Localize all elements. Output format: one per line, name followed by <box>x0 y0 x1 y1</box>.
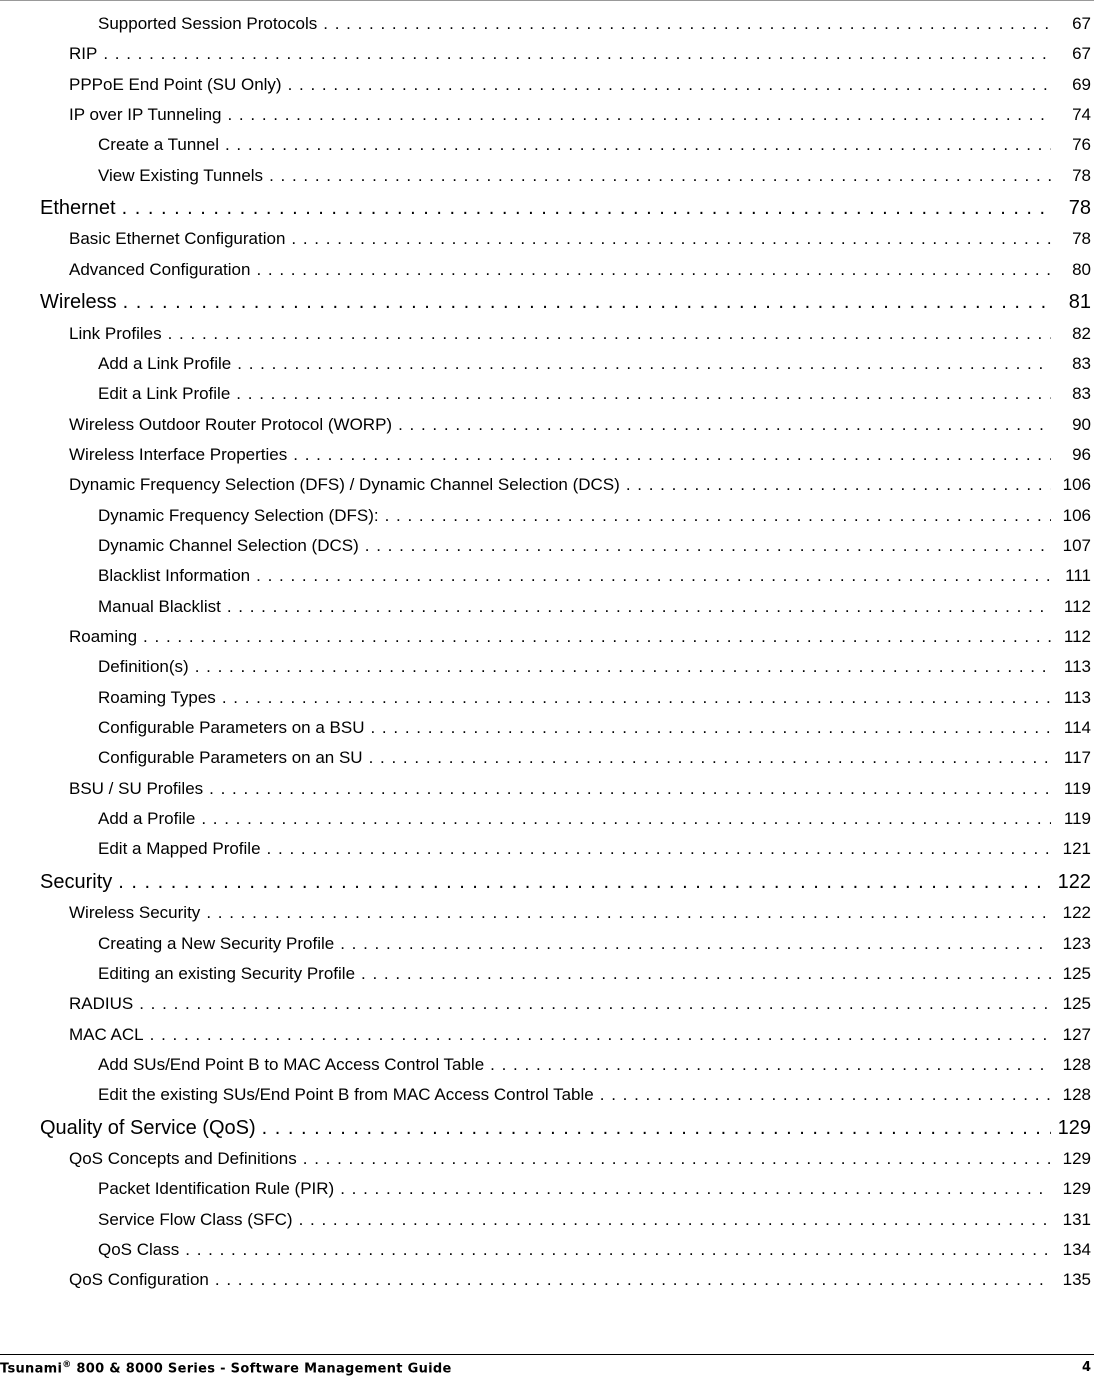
dot-leader <box>222 685 1051 711</box>
toc-entry[interactable] <box>98 961 1091 987</box>
footer-page-number: 4 <box>1081 1360 1091 1375</box>
dot-leader <box>600 1082 1051 1108</box>
dot-leader <box>150 1022 1051 1048</box>
dot-leader <box>103 41 1051 67</box>
toc-entry-title: RADIUS <box>69 994 134 1013</box>
toc-entry-page: 122 <box>1057 871 1091 893</box>
toc-entry-page: 123 <box>1062 934 1091 953</box>
toc-entry-title: Edit the existing SUs/End Point B from MAC Access Control Table <box>98 1085 594 1104</box>
toc-entry-title: Definition(s) <box>98 657 189 676</box>
dot-leader <box>291 226 1051 252</box>
toc-entry-title: Ethernet <box>40 197 116 219</box>
toc-entry-page: 80 <box>1072 260 1091 279</box>
toc-entry-page: 82 <box>1072 324 1091 343</box>
toc-entry-page: 107 <box>1062 536 1091 555</box>
toc-entry[interactable] <box>98 132 1091 158</box>
toc-entry[interactable] <box>69 321 1091 347</box>
dot-leader <box>299 1207 1051 1233</box>
toc-entry-title: Advanced Configuration <box>69 260 251 279</box>
dot-leader <box>201 806 1051 832</box>
toc-entry-page: 111 <box>1065 566 1091 585</box>
toc-entry[interactable] <box>98 715 1091 741</box>
toc-entry-page: 67 <box>1072 44 1091 63</box>
toc-entry-title: QoS Class <box>98 1240 180 1259</box>
toc-entry-title: Supported Session Protocols <box>98 14 318 33</box>
toc-entry-page: 83 <box>1072 384 1091 403</box>
dot-leader <box>256 257 1051 283</box>
toc-entry-title: Roaming <box>69 627 138 646</box>
dot-leader <box>267 836 1051 862</box>
toc-entry[interactable] <box>98 1082 1091 1108</box>
toc-entry-page: 96 <box>1072 445 1091 464</box>
toc-entry[interactable] <box>69 776 1091 802</box>
toc-entry-title: Quality of Service (QoS) <box>40 1117 256 1139</box>
toc-entry[interactable] <box>69 624 1091 650</box>
toc-entry[interactable] <box>69 41 1091 67</box>
dot-leader <box>227 594 1051 620</box>
dot-leader <box>303 1146 1051 1172</box>
toc-chapter[interactable] <box>40 195 1091 221</box>
dot-leader <box>123 289 1051 315</box>
toc-entry[interactable] <box>98 1207 1091 1233</box>
toc-entry-title: Creating a New Security Profile <box>98 934 335 953</box>
toc-entry-title: IP over IP Tunneling <box>69 105 222 124</box>
toc-entry-page: 128 <box>1062 1055 1091 1074</box>
toc-entry-page: 129 <box>1057 1117 1091 1139</box>
toc-entry-title: Dynamic Channel Selection (DCS) <box>98 536 359 555</box>
dot-leader <box>237 351 1051 377</box>
toc-entry-page: 78 <box>1072 166 1091 185</box>
toc-entry[interactable] <box>98 931 1091 957</box>
dot-leader <box>262 1115 1051 1141</box>
toc-entry-title: Configurable Parameters on an SU <box>98 748 363 767</box>
toc-entry-page: 90 <box>1072 415 1091 434</box>
toc-entry-page: 127 <box>1062 1025 1091 1044</box>
toc-entry-page: 135 <box>1062 1270 1091 1289</box>
toc-entry-page: 129 <box>1062 1149 1091 1168</box>
toc-entry-page: 119 <box>1063 809 1091 828</box>
toc-entry[interactable] <box>98 1237 1091 1263</box>
toc-entry[interactable] <box>98 1052 1091 1078</box>
dot-leader <box>256 563 1051 589</box>
dot-leader <box>225 132 1051 158</box>
dot-leader <box>195 654 1051 680</box>
toc-entry-title: Dynamic Frequency Selection (DFS) / Dynamic Channel Selection (DCS) <box>69 475 620 494</box>
dot-leader <box>118 869 1051 895</box>
dot-leader <box>626 472 1051 498</box>
toc-entry-page: 106 <box>1062 475 1091 494</box>
dot-leader <box>227 102 1051 128</box>
dot-leader <box>398 412 1051 438</box>
toc-entry[interactable] <box>69 1267 1091 1293</box>
toc-entry-page: 125 <box>1062 964 1091 983</box>
toc-entry-title: Service Flow Class (SFC) <box>98 1210 293 1229</box>
toc-entry[interactable] <box>98 381 1091 407</box>
toc-entry-title: Edit a Link Profile <box>98 384 231 403</box>
registered-mark: ® <box>62 1360 72 1370</box>
toc-entry-page: 129 <box>1062 1179 1091 1198</box>
toc-entry-page: 112 <box>1063 627 1091 646</box>
dot-leader <box>236 381 1051 407</box>
dot-leader <box>209 776 1051 802</box>
dot-leader <box>340 1176 1051 1202</box>
dot-leader <box>168 321 1051 347</box>
toc-entry-page: 121 <box>1062 839 1091 858</box>
toc-entry-title: Packet Identification Rule (PIR) <box>98 1179 335 1198</box>
toc-entry-title: Add SUs/End Point B to MAC Access Control Table <box>98 1055 485 1074</box>
toc-entry-title: QoS Concepts and Definitions <box>69 1149 297 1168</box>
toc-entry-page: 134 <box>1062 1240 1091 1259</box>
toc-entry-page: 122 <box>1062 903 1091 922</box>
toc-entry-page: 113 <box>1063 688 1091 707</box>
dot-leader <box>361 961 1051 987</box>
footer-rule <box>0 1354 1094 1355</box>
toc-entry[interactable] <box>98 594 1091 620</box>
toc-entry-title: Wireless Security <box>69 903 201 922</box>
toc-entry-page: 113 <box>1063 657 1091 676</box>
toc-entry[interactable] <box>69 226 1091 252</box>
dot-leader <box>385 503 1051 529</box>
toc-entry-page: 83 <box>1072 354 1091 373</box>
dot-leader <box>369 745 1051 771</box>
toc-entry-title: Link Profiles <box>69 324 162 343</box>
toc-chapter[interactable] <box>40 1115 1091 1141</box>
toc-entry[interactable] <box>69 1022 1091 1048</box>
toc-entry-page: 117 <box>1063 748 1091 767</box>
toc-entry-page: 74 <box>1072 105 1091 124</box>
dot-leader <box>490 1052 1051 1078</box>
toc-chapter[interactable] <box>40 289 1091 315</box>
toc-entry-title: Create a Tunnel <box>98 135 219 154</box>
toc-entry-title: Edit a Mapped Profile <box>98 839 261 858</box>
toc-entry[interactable] <box>98 654 1091 680</box>
footer-guide-title: 800 & 8000 Series - Software Management Guide <box>71 1361 452 1377</box>
toc-entry-page: 78 <box>1072 229 1091 248</box>
toc-entry[interactable] <box>98 745 1091 771</box>
dot-leader <box>139 991 1051 1017</box>
toc-entry[interactable] <box>98 163 1091 189</box>
toc-entry-title: Wireless Interface Properties <box>69 445 288 464</box>
toc-entry-title: Add a Link Profile <box>98 354 232 373</box>
toc-entry-title: Blacklist Information <box>98 566 251 585</box>
toc-entry[interactable] <box>98 806 1091 832</box>
toc-entry-page: 67 <box>1072 14 1091 33</box>
toc-entry-page: 106 <box>1062 506 1091 525</box>
toc-entry-title: Editing an existing Security Profile <box>98 964 356 983</box>
dot-leader <box>215 1267 1051 1293</box>
toc-entry-page: 114 <box>1063 718 1091 737</box>
toc-entry[interactable] <box>98 836 1091 862</box>
toc-entry-page: 131 <box>1062 1210 1091 1229</box>
dot-leader <box>340 931 1051 957</box>
toc-chapter[interactable] <box>40 869 1091 895</box>
toc-entry-page: 125 <box>1062 994 1091 1013</box>
toc-entry-title: MAC ACL <box>69 1025 144 1044</box>
dot-leader <box>288 72 1051 98</box>
toc-entry-title: Configurable Parameters on a BSU <box>98 718 365 737</box>
toc-entry[interactable] <box>69 1146 1091 1172</box>
toc-entry-title: QoS Configuration <box>69 1270 209 1289</box>
dot-leader <box>323 11 1051 37</box>
dot-leader <box>185 1237 1051 1263</box>
toc-entry[interactable] <box>69 991 1091 1017</box>
dot-leader <box>293 442 1051 468</box>
dot-leader <box>370 715 1051 741</box>
dot-leader <box>206 900 1051 926</box>
toc-entry[interactable] <box>98 351 1091 377</box>
toc-entry-title: Manual Blacklist <box>98 597 221 616</box>
toc-entry[interactable] <box>98 503 1091 529</box>
toc-entry-page: 81 <box>1068 291 1091 313</box>
toc-entry[interactable] <box>69 102 1091 128</box>
toc-entry-title: BSU / SU Profiles <box>69 779 204 798</box>
toc-entry[interactable] <box>69 412 1091 438</box>
toc-entry-title: PPPoE End Point (SU Only) <box>69 75 282 94</box>
toc-entry[interactable] <box>98 685 1091 711</box>
toc-entry[interactable] <box>69 472 1091 498</box>
dot-leader <box>269 163 1051 189</box>
toc-entry-page: 76 <box>1072 135 1091 154</box>
toc-entry[interactable] <box>98 1176 1091 1202</box>
toc-entry[interactable] <box>98 11 1091 37</box>
toc-entry-page: 112 <box>1063 597 1091 616</box>
top-rule <box>0 0 1094 1</box>
toc-entry-page: 128 <box>1062 1085 1091 1104</box>
toc-entry-title: Security <box>40 871 113 893</box>
toc-entry[interactable] <box>98 533 1091 559</box>
footer-title <box>0 1360 452 1376</box>
toc-entry[interactable] <box>69 442 1091 468</box>
toc-entry-title: Dynamic Frequency Selection (DFS): <box>98 506 379 525</box>
dot-leader <box>122 195 1051 221</box>
dot-leader <box>365 533 1051 559</box>
toc-entry-title: Roaming Types <box>98 688 216 707</box>
toc-entry-page: 119 <box>1063 779 1091 798</box>
toc-entry[interactable] <box>98 563 1091 589</box>
toc-entry-page: 78 <box>1068 197 1091 219</box>
toc-entry[interactable] <box>69 257 1091 283</box>
toc-entry-title: Add a Profile <box>98 809 196 828</box>
toc-entry-title: View Existing Tunnels <box>98 166 264 185</box>
toc-entry-title: Basic Ethernet Configuration <box>69 229 286 248</box>
footer-brand: Tsunami <box>0 1361 63 1377</box>
toc-entry-title: RIP <box>69 44 98 63</box>
toc-entry[interactable] <box>69 900 1091 926</box>
toc-entry-page: 69 <box>1072 75 1091 94</box>
toc-entry[interactable] <box>69 72 1091 98</box>
toc-entry-title: Wireless Outdoor Router Protocol (WORP) <box>69 415 393 434</box>
toc-entry-title: Wireless <box>40 291 117 313</box>
dot-leader <box>143 624 1051 650</box>
